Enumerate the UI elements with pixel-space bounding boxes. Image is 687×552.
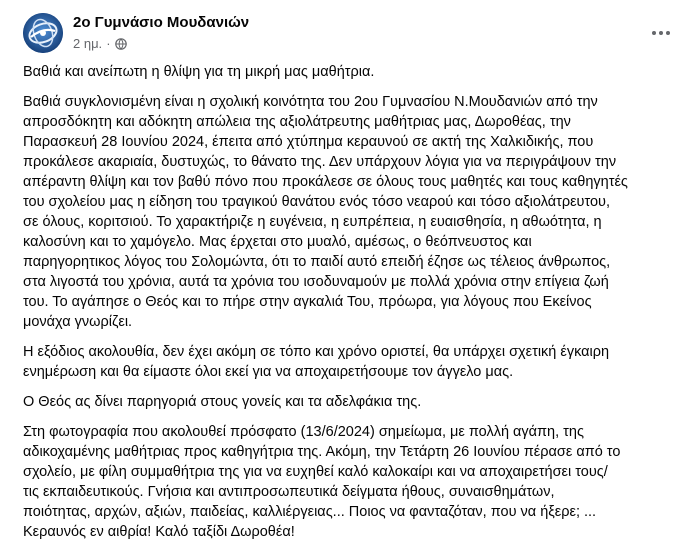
post-paragraph: [23, 92, 673, 332]
text-line: του. Το αγάπησε ο Θεός και το πήρε στην αγκαλιά Του, πρόωρα, για λόγους που Εκείνος: [23, 294, 592, 310]
text-line: ποιότητας, αρχών, αξιών, παιδείας, καλλιέργειας... Ποιος να φανταζόταν, που να ήξερε; ...: [23, 504, 597, 520]
post-meta: [73, 36, 127, 51]
text-line: σχολείο, με φίλη συμμαθήτρια της για να ευχηθεί καλό καλοκαίρι και να αποχαιρετήσει τους/: [23, 464, 608, 480]
school-logo-avatar: [23, 13, 63, 53]
text-line: Στη φωτογραφία που ακολουθεί πρόσφατο (13/6/2024) σημείωμα, με πολλή αγάπη, της: [23, 424, 584, 440]
post-header: [23, 13, 673, 55]
post-text: [23, 62, 673, 552]
text-line: παρηγορητικος λόγος του Σολομώντα, ότι το παιδί αυτό επειδή έζησε ως τέλειος άνθρωπος,: [23, 254, 611, 270]
globe-icon[interactable]: [115, 38, 127, 50]
text-line: Παρασκευή 28 Ιουνίου 2024, έπειτα από χτύπημα κεραυνού σε ακτή της Χαλκιδικής, που: [23, 134, 594, 150]
text-line: τις εκπαιδευτικούς. Γνήσια και αντιπροσωπευτικά δείγματα ήθους, συναισθημάτων,: [23, 484, 555, 500]
text-line: στα λιγοστά του χρόνια, αυτά τα χρόνια του ισοδυναμούν με πολλά χρόνια στην επίγεια ζωή: [23, 274, 609, 290]
text-line: Ο Θεός ας δίνει παρηγοριά στους γονείς και τα αδελφάκια της.: [23, 394, 422, 410]
text-line: σε όλους, κοριτσιού. Το χαρακτήριζε η ευγένεια, η ευπρέπεια, η ευαισθησία, η αθωότητα, η: [23, 214, 602, 230]
text-line: προκάλεσε ακαριαία, δυστυχώς, το θάνατο της. Δεν υπάρχουν λόγια για να περιγράψουν την: [23, 154, 617, 170]
text-line: μονάχα γνωρίζει.: [23, 314, 133, 330]
post-paragraph: [23, 392, 673, 412]
text-line: αδικοχαμένης μαθήτριας προς καθηγήτρια της. Ακόμη, την Τετάρτη 26 Ιουνίου πέρασε από το: [23, 444, 621, 460]
meta-separator: ·: [106, 36, 111, 51]
text-line: απροσδόκητη και αδόκητη απώλεια της αξιολάτρευτης μαθήτριας μας, Δωροθέας, την: [23, 114, 571, 130]
page-name[interactable]: 2ο Γυμνάσιο Μουδανιών: [73, 14, 250, 31]
text-line: Η εξόδιος ακολουθία, δεν έχει ακόμη σε τόπο και χρόνο οριστεί, θα υπάρχει σχετική έγκαιρη: [23, 344, 610, 360]
text-line: Κεραυνός εν αιθρία! Καλό ταξίδι Δωροθέα!: [23, 524, 295, 540]
more-horizontal-icon: [659, 31, 663, 35]
more-options-button[interactable]: [649, 23, 673, 43]
text-line: Βαθιά και ανείπωτη η θλίψη για τη μικρή μας μαθήτρια.: [23, 64, 375, 80]
more-horizontal-icon: [652, 31, 656, 35]
text-line: του σχολείου μας η είδηση του τραγικού θανάτου ενός τόσο νεαρού και τόσο αξιολάτρευτου,: [23, 194, 611, 210]
text-line: καλοσύνη και το χαμόγελο. Μας έρχεται στο μυαλό, αμέσως, ο θεόπνευστος και: [23, 234, 532, 250]
text-line: απέραντη θλίψη και τον βαθύ πόνο που προκάλεσε σε όλους τους μαθητές και τους καθηγητές: [23, 174, 628, 190]
post-paragraph: [23, 422, 673, 542]
post-paragraph: [23, 342, 673, 382]
post-timestamp[interactable]: 2 ημ.: [73, 36, 103, 51]
avatar[interactable]: [23, 13, 63, 53]
post-paragraph: [23, 62, 673, 82]
text-line: Βαθιά συγκλονισμένη είναι η σχολική κοινότητα του 2ου Γυμνασίου Ν.Μουδανιών από την: [23, 94, 598, 110]
text-line: ενημέρωση και θα είμαστε όλοι εκεί για να αποχαιρετήσουμε τον άγγελο μας.: [23, 364, 514, 380]
more-horizontal-icon: [666, 31, 670, 35]
